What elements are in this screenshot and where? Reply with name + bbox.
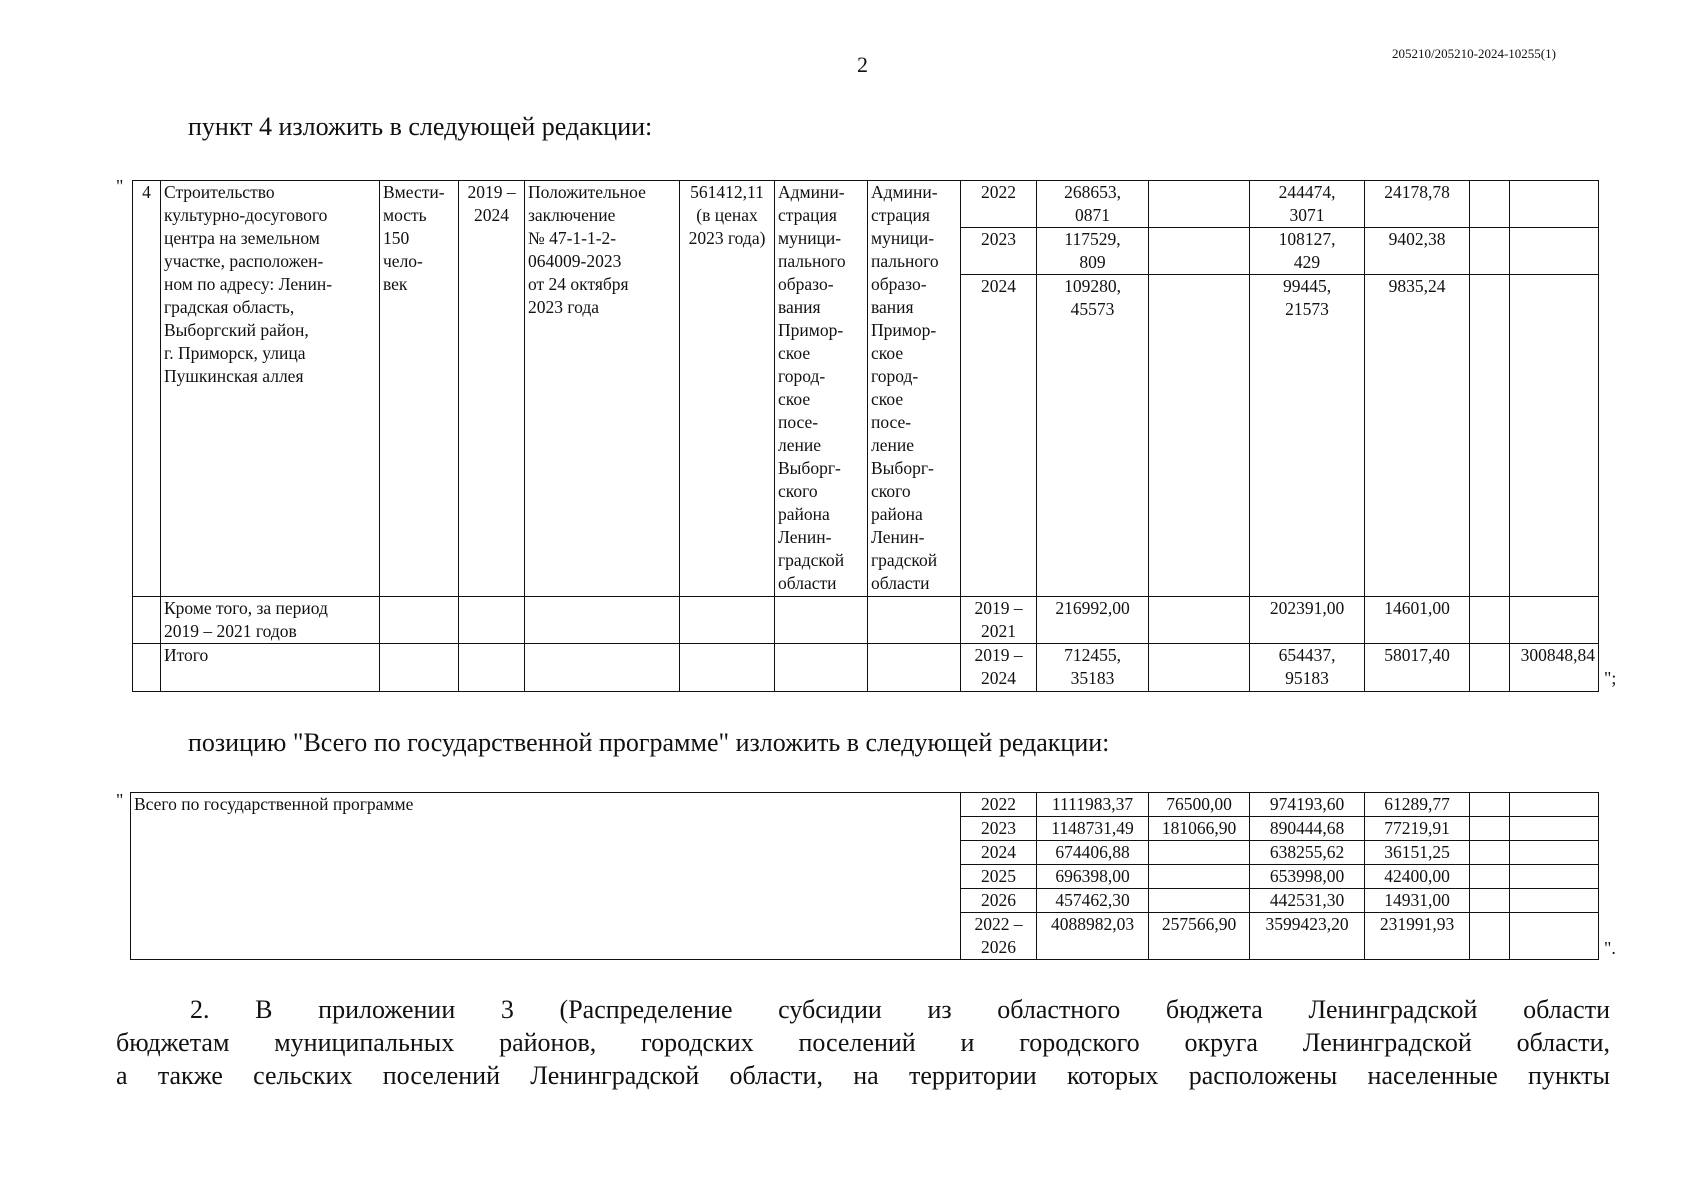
paragraph-line: а также сельских поселений Ленинградской области, на территории которых расположены населенные пункты (116, 1061, 1610, 1090)
other-cell (1470, 889, 1510, 913)
extra-cell (1510, 913, 1599, 960)
empty-cell (775, 597, 868, 644)
section2-close-quote: ". (1604, 938, 1616, 958)
empty-cell (868, 597, 961, 644)
regional-cell: 638255,62 (1250, 841, 1365, 865)
extra-cell (1510, 817, 1599, 841)
extra-cell (1510, 228, 1599, 275)
empty-cell (380, 644, 459, 692)
besides-label: Кроме того, за период 2019 – 2021 годов (161, 597, 380, 644)
federal-cell: 181066,90 (1149, 817, 1250, 841)
local-cell: 24178,78 (1365, 181, 1470, 228)
local-cell: 231991,93 (1365, 913, 1470, 960)
paragraph-2 (116, 993, 1610, 1092)
program-total-label: Всего по государственной программе (131, 793, 961, 960)
federal-cell (1149, 597, 1250, 644)
empty-cell (525, 644, 680, 692)
local-cell: 9835,24 (1365, 275, 1470, 597)
object-customer: Админи- страция муници- пального образо- вания Примор- ское город- ское посе- ление Выборг- ского района Ленин- градской области (775, 181, 868, 597)
empty-cell (680, 644, 775, 692)
object-developer: Админи- страция муници- пального образо- вания Примор- ское город- ское посе- ление Выборг- ского района Ленин- градской области (868, 181, 961, 597)
empty-cell (133, 597, 161, 644)
empty-cell (680, 597, 775, 644)
other-cell (1470, 913, 1510, 960)
other-cell (1470, 181, 1510, 228)
extra-cell (1510, 889, 1599, 913)
total-cell: 457462,30 (1037, 889, 1149, 913)
federal-cell (1149, 889, 1250, 913)
other-cell (1470, 275, 1510, 597)
program-total-table (130, 792, 1599, 960)
total-cell: 674406,88 (1037, 841, 1149, 865)
empty-cell (775, 644, 868, 692)
local-cell: 9402,38 (1365, 228, 1470, 275)
federal-cell (1149, 181, 1250, 228)
section2-open-quote: " (116, 790, 124, 810)
federal-cell (1149, 644, 1250, 692)
regional-cell: 653998,00 (1250, 865, 1365, 889)
federal-cell: 76500,00 (1149, 793, 1250, 817)
other-cell (1470, 817, 1510, 841)
regional-cell: 974193,60 (1250, 793, 1365, 817)
year-cell: 2019 – 2021 (961, 597, 1037, 644)
object-cost: 561412,11 (в ценах 2023 года) (680, 181, 775, 597)
regional-cell: 890444,68 (1250, 817, 1365, 841)
extra-cell (1510, 865, 1599, 889)
extra-cell (1510, 597, 1599, 644)
section2-heading: позицию "Всего по государственной программе" изложить в следующей редакции: (188, 728, 1110, 757)
document-code: 205210/205210-2024-10255(1) (1392, 46, 1556, 61)
extra-cell: 300848,84 (1510, 644, 1599, 692)
regional-cell: 3599423,20 (1250, 913, 1365, 960)
section1-open-quote: " (116, 176, 124, 196)
empty-cell (459, 644, 525, 692)
local-cell: 58017,40 (1365, 644, 1470, 692)
extra-cell (1510, 841, 1599, 865)
total-cell: 4088982,03 (1037, 913, 1149, 960)
regional-cell: 442531,30 (1250, 889, 1365, 913)
other-cell (1470, 793, 1510, 817)
federal-cell (1149, 228, 1250, 275)
empty-cell (380, 597, 459, 644)
year-cell: 2026 (961, 889, 1037, 913)
paragraph-line: бюджетам муниципальных районов, городских поселений и городского округа Ленинградской области, (116, 1028, 1610, 1057)
federal-cell: 257566,90 (1149, 913, 1250, 960)
other-cell (1470, 841, 1510, 865)
year-cell: 2025 (961, 865, 1037, 889)
total-cell: 1148731,49 (1037, 817, 1149, 841)
regional-cell: 202391,00 (1250, 597, 1365, 644)
year-cell: 2022 (961, 181, 1037, 228)
object-capacity: Вмести- мость 150 чело- век (380, 181, 459, 597)
other-cell (1470, 228, 1510, 275)
empty-cell (525, 597, 680, 644)
federal-cell (1149, 275, 1250, 597)
regional-cell: 244474, 3071 (1250, 181, 1365, 228)
section1-heading: пункт 4 изложить в следующей редакции: (188, 112, 653, 141)
total-cell: 696398,00 (1037, 865, 1149, 889)
total-cell: 117529, 809 (1037, 228, 1149, 275)
local-cell: 42400,00 (1365, 865, 1470, 889)
table-row (133, 644, 1599, 692)
empty-cell (868, 644, 961, 692)
year-cell: 2024 (961, 841, 1037, 865)
other-cell (1470, 865, 1510, 889)
empty-cell (133, 644, 161, 692)
local-cell: 14601,00 (1365, 597, 1470, 644)
local-cell: 77219,91 (1365, 817, 1470, 841)
year-cell: 2023 (961, 228, 1037, 275)
total-cell: 109280, 45573 (1037, 275, 1149, 597)
regional-cell: 108127, 429 (1250, 228, 1365, 275)
object-name: Строительство культурно-досугового центра на земельном участке, расположен- ном по адресу: Ленин- градская область, Выборгский район, г. Приморск, улица Пушкинская аллея (161, 181, 380, 597)
empty-cell (459, 597, 525, 644)
local-cell: 36151,25 (1365, 841, 1470, 865)
total-cell: 1111983,37 (1037, 793, 1149, 817)
year-cell: 2019 – 2024 (961, 644, 1037, 692)
federal-cell (1149, 841, 1250, 865)
extra-cell (1510, 793, 1599, 817)
year-cell: 2022 – 2026 (961, 913, 1037, 960)
regional-cell: 99445, 21573 (1250, 275, 1365, 597)
object-expertise: Положительное заключение № 47-1-1-2- 064009-2023 от 24 октября 2023 года (525, 181, 680, 597)
other-cell (1470, 597, 1510, 644)
extra-cell (1510, 181, 1599, 228)
table-row (133, 597, 1599, 644)
local-cell: 14931,00 (1365, 889, 1470, 913)
year-cell: 2022 (961, 793, 1037, 817)
regional-cell: 654437, 95183 (1250, 644, 1365, 692)
total-cell: 712455, 35183 (1037, 644, 1149, 692)
itogo-label: Итого (161, 644, 380, 692)
extra-cell (1510, 275, 1599, 597)
item-number: 4 (133, 181, 161, 597)
total-cell: 268653, 0871 (1037, 181, 1149, 228)
table-row (131, 793, 1599, 817)
construction-object-table (132, 180, 1599, 692)
paragraph-line: 2. В приложении 3 (Распределение субсидии из областного бюджета Ленинградской области (190, 995, 1610, 1024)
page-number: 2 (857, 52, 868, 77)
table-row (133, 181, 1599, 228)
section1-close-quote: "; (1604, 668, 1617, 688)
federal-cell (1149, 865, 1250, 889)
other-cell (1470, 644, 1510, 692)
local-cell: 61289,77 (1365, 793, 1470, 817)
total-cell: 216992,00 (1037, 597, 1149, 644)
year-cell: 2023 (961, 817, 1037, 841)
year-cell: 2024 (961, 275, 1037, 597)
object-period: 2019 – 2024 (459, 181, 525, 597)
